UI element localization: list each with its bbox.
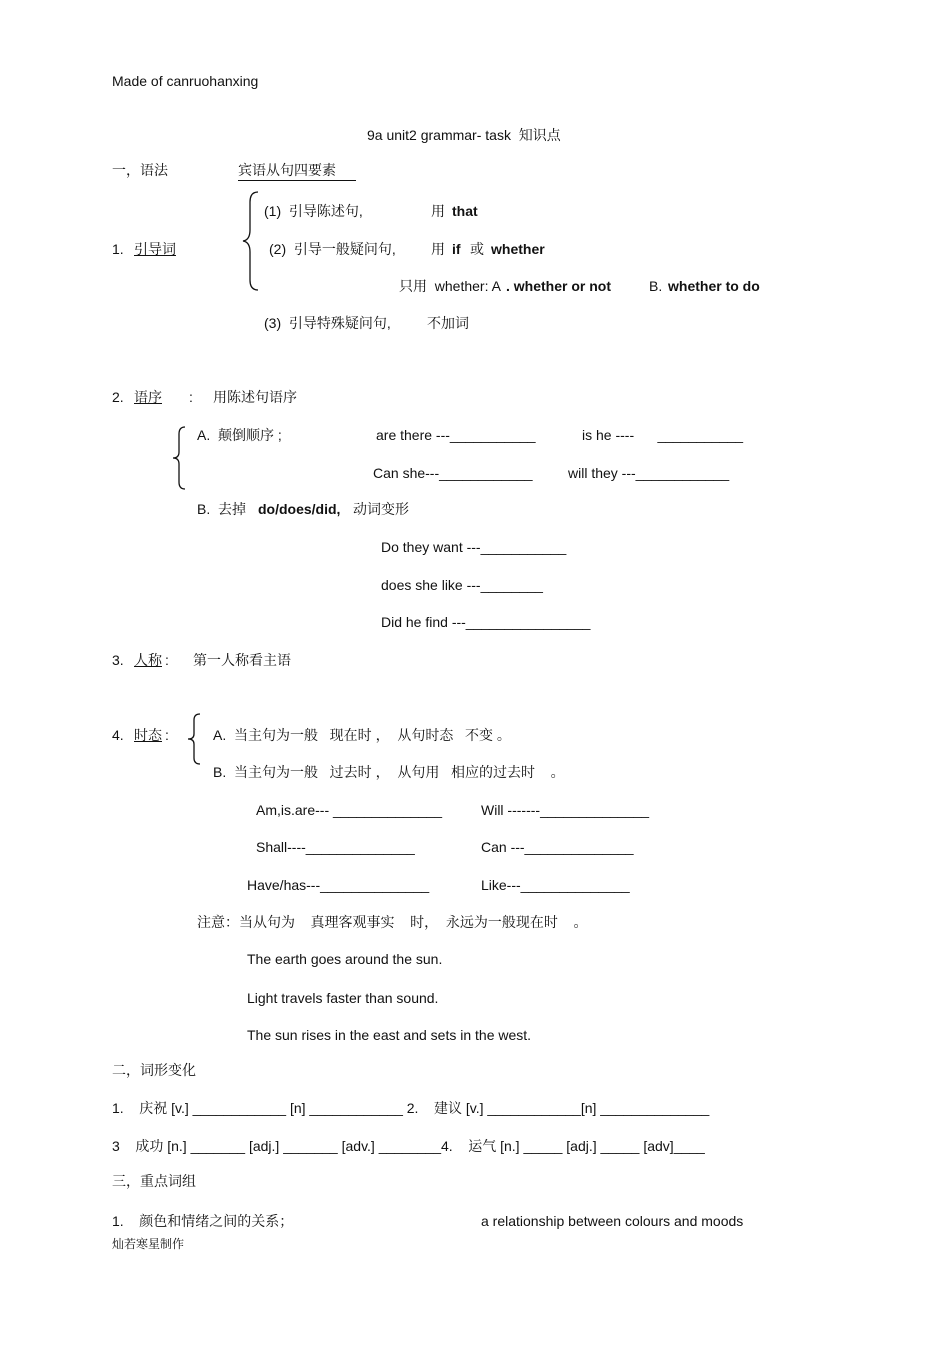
item4-example-2: Light travels faster than sound. [247, 990, 439, 1006]
item2-colon: : [189, 389, 193, 405]
item1-only-a: . whether or not [506, 278, 611, 294]
item1-row2: (2) 引导一般疑问句, [269, 241, 396, 257]
item1-only: 只用 whether: A [399, 278, 501, 294]
page-title: 9a unit2 grammar- task 知识点 [367, 127, 561, 143]
item1-row3: (3) 引导特殊疑问句, [264, 315, 391, 331]
item1-row1-word: that [452, 203, 478, 219]
item1-only-b-label: B. [649, 278, 663, 294]
item2-a-label: A. 颠倒顺序 ; [197, 427, 282, 443]
item1-row1-use: 用 [431, 203, 445, 219]
section-1-topic: 宾语从句四要素 [238, 162, 336, 178]
item2-b-bold: do/does/did, [258, 501, 341, 517]
item2-a1: are there ---___________ [376, 427, 536, 443]
item2-b-rest: 动词变形 [353, 501, 409, 517]
item4-example-3: The sun rises in the east and sets in the west. [247, 1027, 532, 1043]
topic-underline [238, 180, 356, 181]
item1-name: 引导词 [134, 241, 176, 257]
brace-1-icon [240, 190, 260, 292]
page-header: Made of canruohanxing [112, 73, 259, 89]
item4-f5: Have/has---______________ [247, 877, 430, 893]
item1-row2-or: 或 [470, 241, 484, 257]
item2-name: 语序 [134, 389, 162, 405]
item2-b1: Do they want ---___________ [381, 539, 567, 555]
item2-a2: is he ---- ___________ [582, 427, 744, 443]
item4-num: 4. [112, 727, 124, 743]
item1-row1: (1) 引导陈述句, [264, 203, 363, 219]
section-3-label: 三，重点词组 [112, 1173, 196, 1189]
item1-row3-note: 不加词 [427, 315, 469, 331]
item4-note: 注意：当从句为 真理客观事实 时， 永远为一般现在时 。 [197, 914, 588, 930]
item4-f4: Can ---______________ [481, 839, 634, 855]
item2-b-label: B. 去掉 [197, 501, 247, 517]
item2-a3: Can she---____________ [373, 465, 533, 481]
brace-4-icon [186, 713, 202, 765]
page-footer: 灿若寒星制作 [112, 1237, 185, 1251]
item1-only-b: whether to do [668, 278, 760, 294]
item2-num: 2. [112, 389, 124, 405]
item4-name: 时态 [134, 727, 162, 743]
section-3-line-1-cn: 1. 颜色和情绪之间的关系； [112, 1213, 294, 1229]
section-2-line-1: 1. 庆祝 [v.] ____________ [n] ____________ 2. 建议 [v.] ____________[n] ______________ [112, 1100, 710, 1116]
item4-f3: Shall----______________ [256, 839, 415, 855]
item4-example-1: The earth goes around the sun. [247, 951, 443, 967]
item4-f2: Will -------______________ [481, 802, 650, 818]
item3-desc: 第一人称看主语 [193, 652, 291, 668]
item3-colon: : [165, 652, 169, 668]
item2-desc: 用陈述句语序 [213, 389, 297, 405]
item4-colon: : [165, 727, 169, 743]
section-2-line-2: 3 成功 [n.] _______ [adj.] _______ [adv.] ________4. 运气 [n.] _____ [adj.] _____ [adv]____ [112, 1138, 705, 1154]
item2-b2: does she like ---________ [381, 577, 543, 593]
item4-f1: Am,is.are--- ______________ [256, 802, 443, 818]
item1-row2-if: if [452, 241, 461, 257]
brace-2-icon [171, 426, 187, 490]
section-3-line-1-en: a relationship between colours and moods [481, 1213, 744, 1229]
item4-a: A. 当主句为一般 现在时 ， 从句时态 不变 。 [213, 727, 511, 743]
item4-b: B. 当主句为一般 过去时 ， 从句用 相应的过去时 。 [213, 764, 565, 780]
section-1-label: 一，语法 [112, 162, 168, 178]
item3-name: 人称 [134, 652, 162, 668]
item4-f6: Like---______________ [481, 877, 630, 893]
item1-row2-use: 用 [431, 241, 445, 257]
item2-a4: will they ---____________ [568, 465, 730, 481]
section-2-label: 二，词形变化 [112, 1062, 196, 1078]
item2-b3: Did he find ---________________ [381, 614, 591, 630]
item1-row2-whether: whether [491, 241, 545, 257]
item3-num: 3. [112, 652, 124, 668]
item1-num: 1. [112, 241, 124, 257]
